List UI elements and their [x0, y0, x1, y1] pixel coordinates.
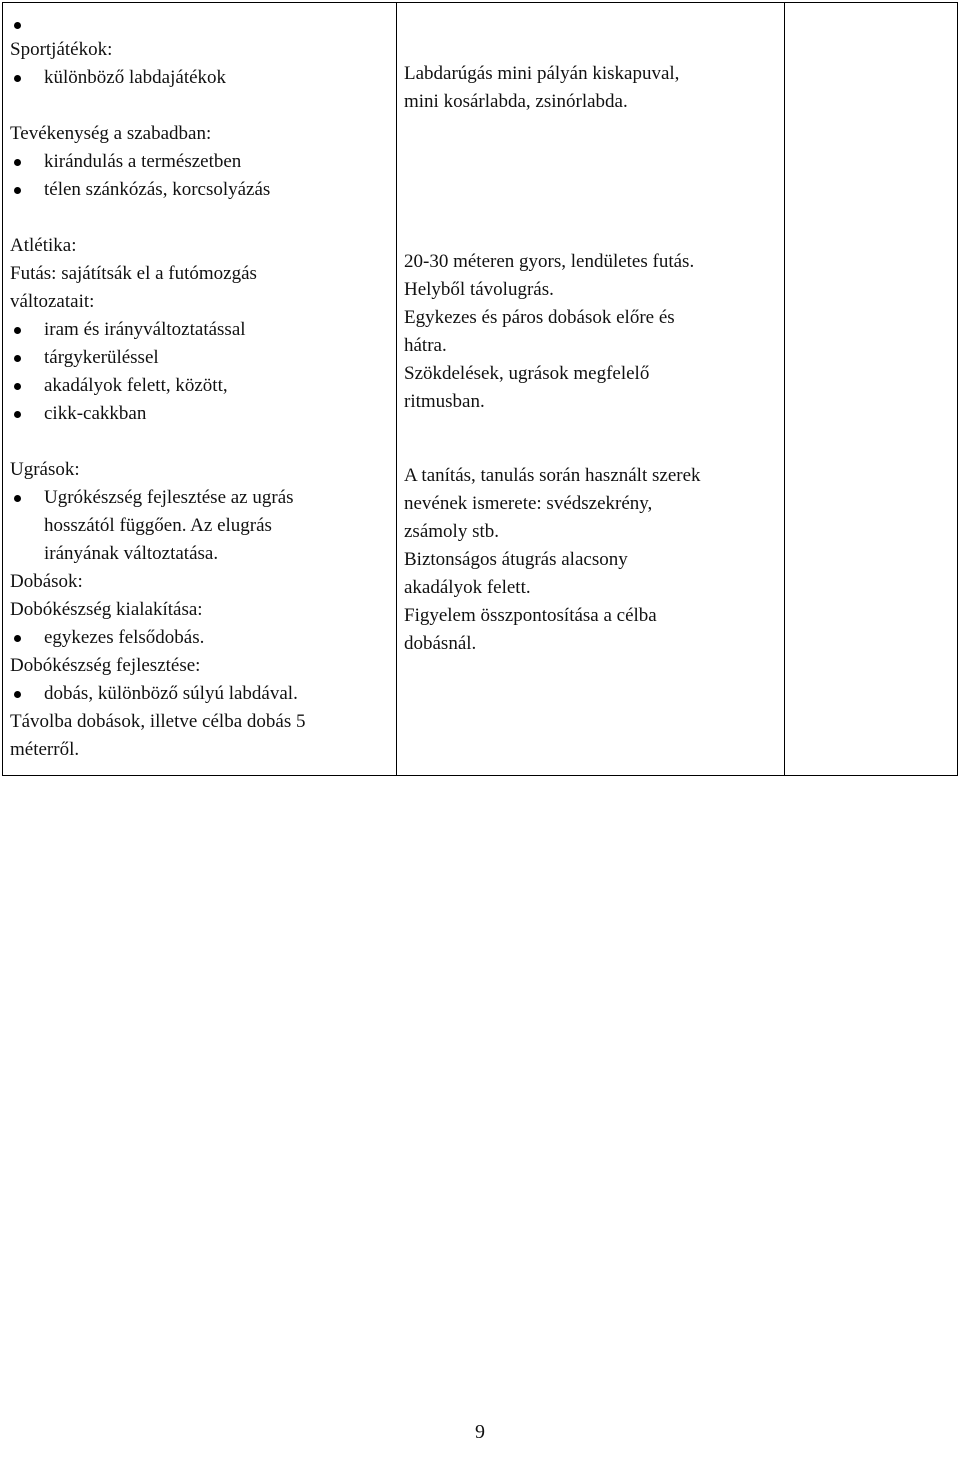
text-line: ritmusban. [404, 391, 485, 412]
requirements-cell [396, 2, 784, 776]
page-number: 9 [475, 1421, 485, 1443]
content-table [2, 2, 958, 776]
empty-bullet-item [10, 8, 386, 36]
bullet-item: iram és irányváltoztatással [10, 316, 386, 344]
bullet-continuation: irányának változtatása. [44, 543, 219, 564]
section-heading-sportjatekok: Sportjátékok: [10, 39, 113, 60]
text-line: dobásnál. [404, 633, 477, 654]
table-right-border [957, 2, 958, 776]
text-line: 20-30 méteren gyors, lendületes futás. [404, 251, 695, 272]
text-line: A tanítás, tanulás során használt szerek [404, 465, 701, 486]
column-divider-2 [784, 2, 785, 776]
text-line: Szökdelések, ugrások megfelelő [404, 363, 650, 384]
section-heading-ugrasok: Ugrások: [10, 459, 80, 480]
text-line: akadályok felett. [404, 577, 531, 598]
text-line: zsámoly stb. [404, 521, 499, 542]
section-heading-tevekenyseg: Tevékenység a szabadban: [10, 123, 212, 144]
text-line: Dobókészség kialakítása: [10, 599, 203, 620]
bullet-item: dobás, különböző súlyú labdával. [10, 680, 386, 708]
text-line: Egykezes és páros dobások előre és [404, 307, 675, 328]
bullet-item: egykezes felsődobás. [10, 624, 386, 652]
section-heading-dobasok: Dobások: [10, 571, 83, 592]
text-line: mini kosárlabda, zsinórlabda. [404, 91, 628, 112]
text-line: nevének ismerete: svédszekrény, [404, 493, 653, 514]
text-line: változatait: [10, 291, 95, 312]
content-cell [2, 2, 396, 764]
text-line: méterről. [10, 739, 80, 760]
text-line: Távolba dobások, illetve célba dobás 5 [10, 711, 306, 732]
text-line: Labdarúgás mini pályán kiskapuval, [404, 63, 680, 84]
text-line: Dobókészség fejlesztése: [10, 655, 201, 676]
bullet-item: akadályok felett, között, [10, 372, 386, 400]
bullet-continuation: hosszától függően. Az elugrás [44, 515, 272, 536]
text-line: Figyelem összpontosítása a célba [404, 605, 657, 626]
text-line: Futás: sajátítsák el a futómozgás [10, 263, 257, 284]
bullet-item: különböző labdajátékok [10, 64, 386, 92]
bullet-item: cikk-cakkban [10, 400, 386, 428]
requirements-block-sports [404, 60, 774, 116]
section-heading-atletika: Atlétika: [10, 235, 77, 256]
bullet-item: tárgykerüléssel [10, 344, 386, 372]
text-line: hátra. [404, 335, 447, 356]
bullet-item: Ugrókészség fejlesztése az ugrás [10, 484, 386, 512]
requirements-block-equipment [404, 462, 774, 658]
bullet-item: télen szánkózás, korcsolyázás [10, 176, 386, 204]
text-line: Biztonságos átugrás alacsony [404, 549, 628, 570]
text-line: Helyből távolugrás. [404, 279, 554, 300]
bullet-item: kirándulás a természetben [10, 148, 386, 176]
requirements-block-athletics [404, 248, 774, 416]
